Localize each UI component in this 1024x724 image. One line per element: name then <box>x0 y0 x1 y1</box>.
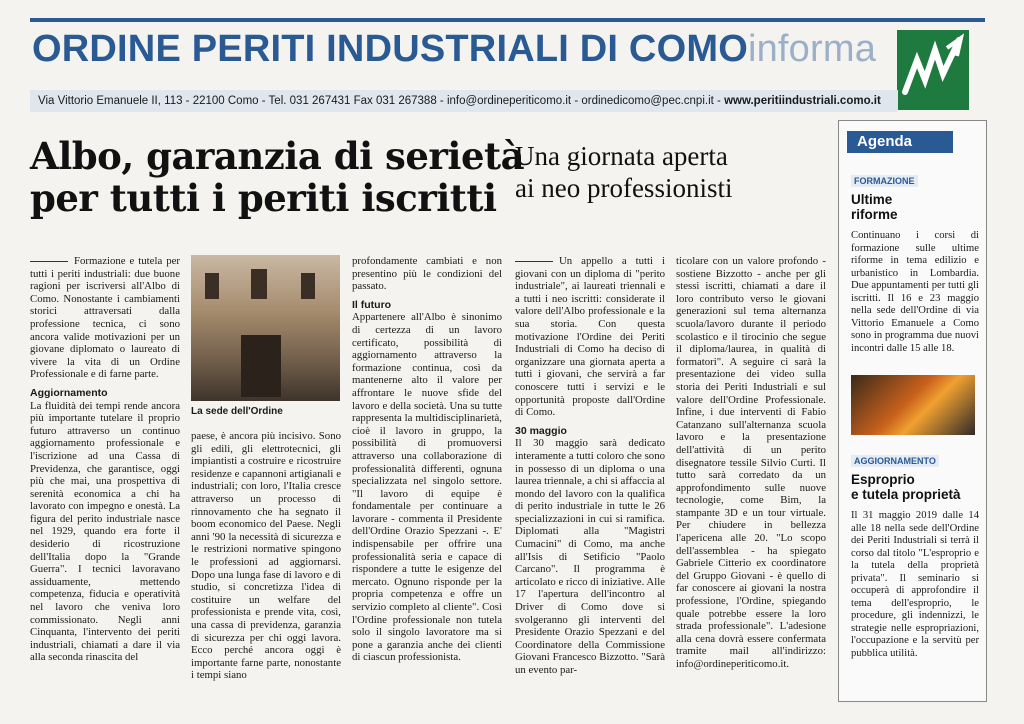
article1-intro: Formazione e tutela per tutti i periti industriali: due buone ragioni per iscriversi all'Albo di Como. Nonostante i cambiamenti storici attraversati dalla professione tecnica, ci sono ancora valide motivazioni per un giovane diplomato o laureato di vivere la vita di un Ordine Professionale e di farne parte. <box>30 255 180 381</box>
article2-headline <box>515 140 732 204</box>
article2-headline-line1: Una giornata aperta <box>515 141 728 171</box>
logo-mark-icon <box>897 30 969 110</box>
article1-col2-body: paese, è ancora più incisivo. Sono gli edili, gli elettrotecnici, gli impiantisti a costruire e ricostruire residenze e capannoni artigianali e industriali; con loro, l'Italia cresce attraverso un processo di rinnovamento che ha segnato il boom economico del Paese. Negli anni '90 la necessità di sicurezza e le restrizioni normative spingono le professioni ad aggiornarsi. Dopo una lunga fase di lavoro e di studio, si concretizza l'idea di costituire un welfare del professionista e prende vita, così, una cassa di previdenza, garanzia di sicurezza per chi oggi lavora. Ecco perché ancora oggi è importante farne parte, nonostante i tempi siano <box>191 430 341 682</box>
website-link[interactable]: www.peritiindustriali.como.it <box>724 95 881 107</box>
article1-col1 <box>30 255 180 705</box>
article2-subhead-30-maggio: 30 maggio <box>515 424 567 437</box>
agenda-item-title-line2: e tutela proprietà <box>851 487 961 502</box>
article2-col2-body: ticolare con un valore profondo - sostiene Bizzotto - anche per gli stessi iscritti, chiamati a dare il loro contributo verso le giovani generazioni sul tema alternanza scuola/lavoro durante il periodo scolastico e il tirocinio che segue il diploma/laurea, in qualità di formatori". A seguire ci sarà la presentazione dei video sulla storia dei Periti Industriali e sul valore dell'Ordine Professionale. Infine, i due interventi di Fabio Catanzano sull'alternanza scuola lavoro e la presentazione dell'attività di un perito disegnatore tessile Silvio Curti. Il tutto sarà corredato da un approfondimento sulle nuove tecnologie, come Bim, la stampante 3D e un tour virtuale. Per chiudere in bellezza l'apericena alle 20. "Lo scopo dell'assemblea - ha spiegato Gabriele Citterio ex coordinatore del Gruppo Giovani - è quello di far conoscere ai giovani la nostra professione, l'Ordine, spiegando quale potrebbe essere la loro strada professionale". L'adesione alla cena dovrà essere confermata tramite mail all'indirizzo: info@ordineperiticomo.it. <box>676 255 826 670</box>
article1-subhead-aggiornamento: Aggiornamento <box>30 386 108 399</box>
article2-col1-body: Il 30 maggio sarà dedicato interamente a tutti coloro che sono in possesso di un diploma o una laurea triennale, a chi si affaccia al mondo del lavoro con la qualifica di perito industriale in tutte le 26 specializzazioni in cui si ramifica. Diplomati alla "Magistri Cumacini" di Como, ma anche all'Isis di Setificio "Paolo Carcano". Il programma è articolato e ricco di iniziative. Alle 17 l'apertura dell'incontro al Driver di Como dove si svolgeranno gli interventi del Presidente Orazio Spezzani e del Coordinatore della Commissione Giovani Francesco Bizzotto. "Sarà un evento par- <box>515 437 665 676</box>
agenda-item-tag: FORMAZIONE <box>851 175 918 187</box>
logo <box>897 30 969 110</box>
article1-col2 <box>191 430 341 705</box>
lead-rule <box>515 261 553 262</box>
article1-headline <box>30 135 524 219</box>
headquarters-photo <box>191 255 340 401</box>
article1-col3-top: profondamente cambiati e non presentino più le condizioni del passato. <box>352 255 502 293</box>
agenda-sidebar <box>838 120 987 702</box>
article1-headline-line2: per tutti i periti iscritti <box>30 176 497 220</box>
agenda-item-formazione <box>851 171 979 355</box>
agenda-item-aggiornamento <box>851 451 979 660</box>
agenda-item-title-line2: riforme <box>851 207 898 222</box>
article2-headline-line2: ai neo professionisti <box>515 173 733 203</box>
masthead <box>32 28 876 71</box>
firefighter-photo <box>851 375 975 435</box>
article2-intro: Un appello a tutti i giovani con un diploma di "perito industriale", ai laureati triennali e a tutti i neo iscritti: considerate il valore dell'Albo professionale e la sua storia. Con questa motivazione l'Ordine dei Periti Industriali di Como ha deciso di organizzare una giornata aperta a tutti i giovani, che servirà a far conoscere tutti i servizi e le opportunità proposte dall'Ordine di Como. <box>515 255 665 419</box>
masthead-suffix: informa <box>747 28 877 70</box>
agenda-item-title-line1: Esproprio <box>851 472 915 487</box>
agenda-item-tag: AGGIORNAMENTO <box>851 455 939 467</box>
article1-subhead-futuro: Il futuro <box>352 298 392 311</box>
agenda-item-title-line1: Ultime <box>851 192 893 207</box>
address-text: Via Vittorio Emanuele II, 113 - 22100 Como - Tel. 031 267431 Fax 031 267388 - info@ordineperiticomo.it - ordinedicomo@pec.cnpi.it - <box>38 95 725 107</box>
masthead-title: ORDINE PERITI INDUSTRIALI DI COMO <box>32 28 748 70</box>
agenda-item-title <box>851 192 979 222</box>
agenda-title: Agenda <box>847 131 953 153</box>
article1-col3-body: Appartenere all'Albo è sinonimo di certezza di un lavoro certificato, possibilità di aggiornamento attraverso la formazione continua, così da mantenerne alto il valore per affrontare le nuove sfide del lavoro e della società. Una su tutte rappresenta la multidisciplinarietà, cioè il lavoro in gruppo, la possibilità di promuoversi attraverso una collaborazione di professionalità differenti, ognuna specializzata nel singolo settore. "Il lavoro di equipe è fondamentale per continuare a lavorare - commenta il Presidente dell'Ordine Orazio Spezzani -. E' indispensabile per offrire una professionalità seria e capace di rispondere a tutte le esigenze del mercato. Ognuno risponde per la propria competenza e offre un servizio completo al cliente". Così l'Ordine professionale non tutela solo il singolo lavoratore ma si pone a garanzia anche dei clienti di ciascun professionista. <box>352 311 502 664</box>
address-bar <box>30 90 898 112</box>
article2-col2 <box>676 255 826 705</box>
lead-rule <box>30 261 68 262</box>
article1-col1-body: La fluidità dei tempi rende ancora più importante tutelare il proprio futuro attraverso un continuo aggiornamento professionale e l'iscrizione ad una Cassa di Previdenza, che garantisce, oggi più che mai, una prospettiva di serenità economica a chi ha lavorato con impegno e onestà. La figura del perito industriale nasce nel 1929, quando era forte il desiderio di ricostruzione dell'Italia dopo la "Grande Guerra". I tecnici lavoravano assiduamente, mettendo competenza, fiducia e operatività nel lavoro che veniva loro commissionato. Negli anni Cinquanta, l'intervento dei periti industriali, chiamati a dare il via alla seconda rinascita del <box>30 399 180 664</box>
agenda-item-text: Continuano i corsi di formazione sulle ultime riforme in tema edilizio e urbanistico in Lombardia. Due appuntamenti per tutti gli iscritti. Il 16 e 23 maggio nella sede dell'Ordine di via Vittorio Emanuele a Como sono in programma due nuovi incontri dalle 15 alle 18. <box>851 230 979 354</box>
agenda-item-text: Il 31 maggio 2019 dalle 14 alle 18 nella sede dell'Ordine dei Periti Industriali si terrà il corso dal titolo "L'esproprio e la tutela della proprietà privata". Il seminario si occuperà di approfondire il tema dell'esproprio, le procedure, gli indennizzi, le strategie nelle espropriazioni, l'occupazione e la servitù per pubblica utilità. <box>851 510 979 659</box>
top-rule <box>30 18 985 22</box>
article1-col3 <box>352 255 502 705</box>
photo-caption: La sede dell'Ordine <box>191 406 283 417</box>
article2-col1 <box>515 255 665 705</box>
agenda-item-title <box>851 472 979 502</box>
article1-headline-line1: Albo, garanzia di serietà <box>30 134 525 178</box>
